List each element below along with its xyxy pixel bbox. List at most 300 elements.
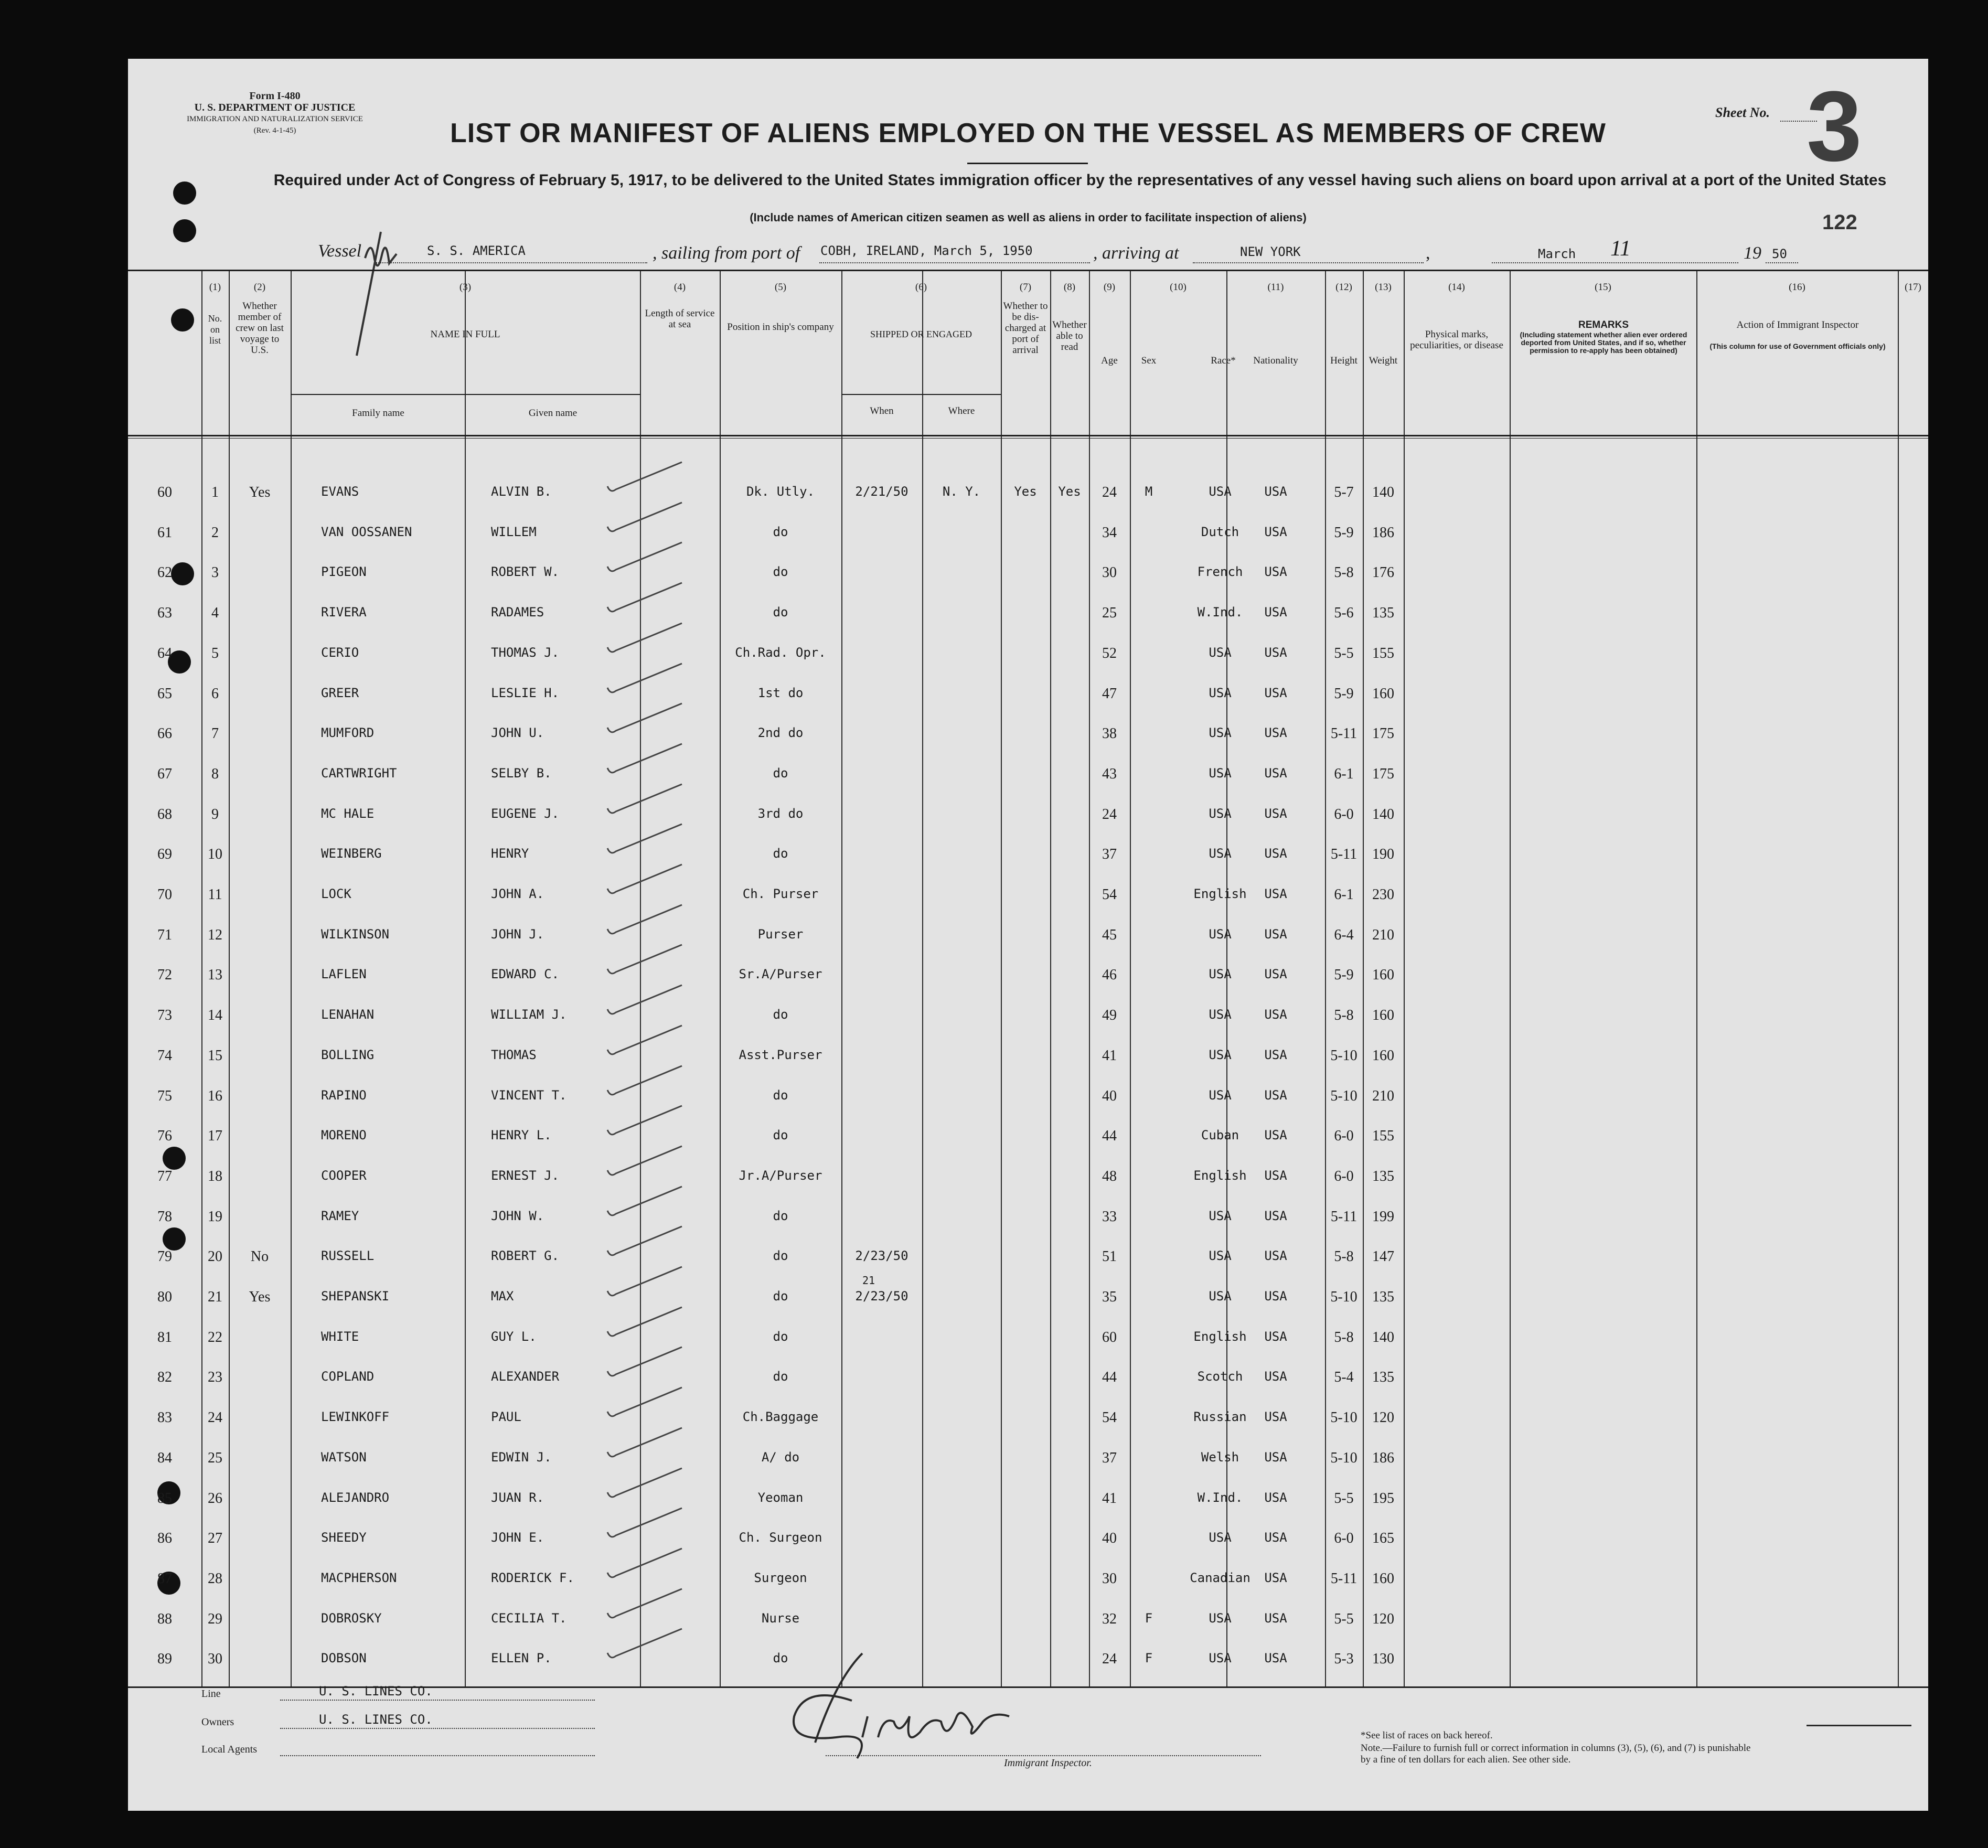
row-nationality: USA xyxy=(1264,1208,1287,1223)
row-height: 5-11 xyxy=(1330,725,1358,742)
row-number: 18 xyxy=(208,1168,222,1184)
row-race: USA xyxy=(1209,1007,1232,1022)
row-height: 5-3 xyxy=(1334,1651,1354,1668)
row-given-name: JOHN W. xyxy=(491,1208,544,1223)
header-given-name: Given name xyxy=(528,408,578,419)
row-given-name: ROBERT G. xyxy=(491,1248,560,1264)
row-race: Scotch xyxy=(1197,1369,1243,1384)
row-nationality: USA xyxy=(1264,765,1287,781)
row-number: 5 xyxy=(211,645,219,661)
row-family-name: WEINBERG xyxy=(321,846,382,861)
row-number: 10 xyxy=(208,846,222,863)
row-nationality: USA xyxy=(1264,1087,1287,1103)
check-mark-icon xyxy=(603,982,692,1024)
row-race: Canadian xyxy=(1190,1570,1250,1585)
row-number: 11 xyxy=(208,886,222,903)
row-line-number: 75 xyxy=(157,1087,172,1104)
row-age: 35 xyxy=(1102,1289,1117,1305)
header-no-on-list: No. on list xyxy=(208,313,222,346)
sheet-label: Sheet No. xyxy=(1715,105,1770,120)
row-weight: 175 xyxy=(1372,725,1394,742)
row-race: USA xyxy=(1209,1087,1232,1103)
row-weight: 160 xyxy=(1372,1007,1394,1024)
row-family-name: ALEJANDRO xyxy=(321,1490,390,1505)
row-nationality: USA xyxy=(1264,1570,1287,1585)
row-nationality: USA xyxy=(1264,645,1287,660)
row-race: USA xyxy=(1209,725,1232,741)
row-family-name: RAPINO xyxy=(321,1087,367,1103)
col-number-9: (9) xyxy=(1103,282,1116,293)
row-position: Ch. Surgeon xyxy=(739,1530,822,1545)
row-number: 3 xyxy=(211,564,219,581)
row-weight: 199 xyxy=(1372,1208,1394,1225)
row-weight: 120 xyxy=(1372,1409,1394,1426)
row-family-name: VAN OOSSANEN xyxy=(321,524,412,539)
row-position: do xyxy=(773,605,788,620)
row-line-number: 63 xyxy=(157,605,172,622)
row-position: Surgeon xyxy=(754,1570,807,1585)
row-position: do xyxy=(773,1369,788,1384)
row-age: 33 xyxy=(1102,1208,1117,1225)
row-age: 44 xyxy=(1102,1369,1117,1386)
col-number-5: (5) xyxy=(774,282,787,293)
arrival-year: 50 xyxy=(1772,247,1787,261)
row-position: Sr.A/Purser xyxy=(739,967,822,982)
row-nationality: USA xyxy=(1264,1610,1287,1626)
row-given-name: RADAMES xyxy=(491,605,544,620)
row-position: do xyxy=(773,1289,788,1304)
row-age: 54 xyxy=(1102,886,1117,903)
row-position: do xyxy=(773,1007,788,1022)
header-action: Action of Immigrant Inspector xyxy=(1736,319,1859,330)
table-row xyxy=(128,1161,1928,1192)
row-family-name: MORENO xyxy=(321,1128,367,1143)
row-given-name: RODERICK F. xyxy=(491,1570,574,1585)
row-height: 5-8 xyxy=(1334,1329,1354,1345)
check-mark-icon xyxy=(603,1465,692,1507)
table-row xyxy=(128,1643,1928,1675)
row-nationality: USA xyxy=(1264,967,1287,982)
penalty-note: Note.—Failure to furnish full or correct information in columns (3), (5), (6), and (7) is punishable by a fine of ten dollars for each alien. See other side. xyxy=(1361,1743,1751,1765)
manifest-table xyxy=(128,270,1928,1688)
check-mark-icon xyxy=(603,1384,692,1426)
col-number-7: (7) xyxy=(1019,282,1032,293)
row-age: 34 xyxy=(1102,524,1117,541)
row-number: 22 xyxy=(208,1329,222,1345)
col-number-8: (8) xyxy=(1063,282,1076,293)
check-mark-icon xyxy=(603,1183,692,1225)
line-value: U. S. LINES CO. xyxy=(319,1684,433,1699)
table-row xyxy=(128,1040,1928,1072)
row-line-number: 82 xyxy=(157,1369,172,1386)
row-age: 41 xyxy=(1102,1490,1117,1507)
row-height: 6-0 xyxy=(1334,1168,1354,1184)
header-when: When xyxy=(870,405,894,416)
table-row xyxy=(128,1604,1928,1635)
table-row xyxy=(128,718,1928,750)
table-row xyxy=(128,839,1928,870)
row-able-to-read: Yes xyxy=(1058,484,1081,499)
sheet-number: 3 xyxy=(1807,71,1862,182)
table-row xyxy=(128,1402,1928,1434)
row-height: 5-11 xyxy=(1330,1570,1358,1587)
col-number-16: (16) xyxy=(1789,282,1805,293)
row-height: 5-8 xyxy=(1334,1248,1354,1265)
revision: (Rev. 4-1-45) xyxy=(253,126,296,135)
row-given-name: JOHN U. xyxy=(491,725,544,741)
vessel-name: S. S. AMERICA xyxy=(427,243,526,258)
header-able-to-read: Whether able to read xyxy=(1052,319,1087,352)
row-family-name: LENAHAN xyxy=(321,1007,375,1022)
row-given-name: ALVIN B. xyxy=(491,484,552,499)
row-given-name: HENRY xyxy=(491,846,529,861)
row-number: 24 xyxy=(208,1409,222,1426)
row-height: 5-8 xyxy=(1334,564,1354,581)
header-position: Position in ship's company xyxy=(727,322,834,333)
row-crew-member: No xyxy=(250,1248,269,1265)
row-weight: 186 xyxy=(1372,524,1394,541)
row-nationality: USA xyxy=(1264,1329,1287,1344)
check-mark-icon xyxy=(603,781,692,823)
row-race: USA xyxy=(1209,1530,1232,1545)
row-number: 23 xyxy=(208,1369,222,1386)
row-line-number: 69 xyxy=(157,846,172,863)
row-nationality: USA xyxy=(1264,484,1287,499)
row-line-number: 76 xyxy=(157,1128,172,1145)
row-family-name: BOLLING xyxy=(321,1047,375,1062)
row-number: 26 xyxy=(208,1490,222,1507)
row-family-name: GREER xyxy=(321,685,359,700)
row-race: Cuban xyxy=(1201,1128,1239,1143)
row-family-name: LEWINKOFF xyxy=(321,1409,390,1425)
row-line-number: 88 xyxy=(157,1610,172,1627)
header-weight: Weight xyxy=(1369,355,1398,366)
row-line-number: 74 xyxy=(157,1047,172,1064)
table-row xyxy=(128,597,1928,629)
check-mark-icon xyxy=(603,1344,692,1386)
row-number: 15 xyxy=(208,1047,222,1064)
row-nationality: USA xyxy=(1264,1047,1287,1062)
header-remarks-note: (Including statement whether alien ever ordered deported from United States, and if so, whether permission to re-apply has been obtained) xyxy=(1520,330,1687,355)
row-position: Nurse xyxy=(761,1610,800,1626)
table-row xyxy=(128,1241,1928,1273)
races-note: *See list of races on back hereof. xyxy=(1361,1730,1493,1741)
check-mark-icon xyxy=(603,1103,692,1145)
row-family-name: DOBROSKY xyxy=(321,1610,382,1626)
row-crew-member: Yes xyxy=(249,1289,271,1305)
row-height: 5-4 xyxy=(1334,1369,1354,1386)
table-row xyxy=(128,1563,1928,1595)
row-weight: 135 xyxy=(1372,1168,1394,1184)
check-mark-icon xyxy=(603,821,692,863)
row-given-name: CECILIA T. xyxy=(491,1610,567,1626)
row-nationality: USA xyxy=(1264,685,1287,700)
row-height: 5-5 xyxy=(1334,1610,1354,1627)
service: IMMIGRATION AND NATURALIZATION SERVICE xyxy=(187,115,363,123)
row-number: 25 xyxy=(208,1449,222,1466)
row-position: do xyxy=(773,1248,788,1264)
row-line-number: 89 xyxy=(157,1651,172,1668)
check-mark-icon xyxy=(603,1022,692,1064)
manifest-sheet: Form I-480 U. S. DEPARTMENT OF JUSTICE IMMIGRATION AND NATURALIZATION SERVICE (Rev. 4-1-45) Sheet No. 3 122 LIST OR MANIFEST OF ALIENS EMPLOYED ON THE VESSEL AS MEMBERS OF CREW Required under Act of Congress of February 5, 1917, to be delivered to the United States immigration officer by the representatives of any vessel having such aliens on board upon arrival at a port of the United States (Include names of American citizen seamen as well as aliens in order to facilitate inspection of aliens) Vessel S. S. AMERICA , sailing from port of COBH, IRELAND, March 5, 1950 , arriving at NEW YORK , March 11 19 50 (1) (2) (3) (4) (5) (6) (7) (8) (9) (10) (11) (12) (13) (14) (15) (16) (17) No. on list Whether member of crew on last voyage to U.S. NAME IN FULL Family name Given name Length of service at sea Position in ship's company SHIPPED OR ENGAGED When Where Whether to be dis-charged at port of arrival Whether able to read Age Sex Race* Nationality Height Weight Physical marks, peculiarities, or disease REMARKS (Including statement whether alien ever ordered deported from United States, and if so, whether permission to re-apply has been obtained) Action of Immigrant Inspector (This column for use of Government officials only) 60 1 Yes EVANS ALVIN B. Dk. Utly. 2/21/50 N. Y. Yes Yes 24 M USA USA 5-7 140 61 2 VAN OOSSANEN WILLEM do 34 Dutch USA 5-9 186 62 3 PIGEON ROBERT W. do 30 French USA 5-8 176 63 4 RIVERA RADAMES do 25 W.Ind. USA 5-6 135 64 5 CERIO THOMAS J. Ch.Rad. Opr. 52 USA USA 5-5 155 65 6 GREER LESLIE H. 1st do 47 USA USA 5-9 160 66 7 MUMFORD JOHN U. 2nd do 38 USA USA 5-11 175 67 8 CARTWRIGHT SELBY B. do 43 USA USA 6-1 175 68 9 MC HALE EUGENE J. 3rd do 24 USA USA 6-0 140 69 10 WEINBERG HENRY do 37 USA USA 5-11 190 70 11 LOCK JOHN A. Ch. Purser 54 English USA 6-1 230 71 12 WILKINSON JOHN J. Purser 45 USA USA 6-4 210 72 13 LAFLEN EDWARD C. Sr.A/Purser 46 USA USA 5-9 160 73 14 LENAHAN WILLIAM J. do 49 USA USA 5-8 160 74 15 BOLLING THOMAS Asst.Purser 41 USA USA 5-10 160 75 16 RAPINO VINCENT T. do 40 USA USA 5-10 210 76 17 MORENO HENRY L. do 44 Cuban USA 6-0 155 77 18 COOPER ERNEST J. Jr.A/Purser 48 English USA 6-0 135 78 19 RAMEY JOHN W. do 33 USA USA 5-11 199 79 20 No RUSSELL ROBERT G. do 2/23/50 51 USA USA 5-8 147 80 21 Yes SHEPANSKI MAX do 2/23/50 35 USA USA 5-10 135 21 81 22 WHITE GUY L. do 60 English USA 5-8 140 82 23 COPLAND ALEXANDER do 44 Scotch USA 5-4 135 83 24 LEWINKOFF PAUL Ch.Baggage 54 Russian USA 5-10 120 84 25 WATSON EDWIN J. A/ do 37 Welsh USA 5-10 186 85 26 ALEJANDRO JUAN R. Yeoman 41 W.Ind. USA 5-5 195 86 27 SHEEDY JOHN E. Ch. Surgeon 40 USA USA 6-0 165 87 28 MACPHERSON RODERICK F. Surgeon 30 Canadian USA 5-11 160 88 29 DOBROSKY CECILIA T. Nurse 32 F USA USA 5-5 120 89 30 DOBSON ELLEN P. do 24 F USA USA 5-3 130 Line U. S. LINES CO. Owners U. S. LINES CO. Local Agents Immigrant Inspector. *See list of races on back hereof. Note.—Failure to furnish full or correct information in columns (3), (5), (6), and (7) is punishable by a fine of ten dollars for each alien. See other side. xyxy=(128,59,1928,1811)
row-shipped-when: 2/21/50 xyxy=(855,484,909,499)
row-weight: 175 xyxy=(1372,765,1394,782)
row-height: 5-10 xyxy=(1330,1289,1358,1305)
row-race: USA xyxy=(1209,926,1232,942)
row-age: 37 xyxy=(1102,846,1117,863)
row-nationality: USA xyxy=(1264,725,1287,741)
row-race: French xyxy=(1197,564,1243,580)
row-race: USA xyxy=(1209,806,1232,821)
row-position: do xyxy=(773,1329,788,1344)
line-label: Line xyxy=(201,1688,221,1700)
col-number-11: (11) xyxy=(1267,282,1284,293)
row-line-number: 83 xyxy=(157,1409,172,1426)
check-mark-icon xyxy=(603,1063,692,1105)
header-shipped-engaged: SHIPPED OR ENGAGED xyxy=(870,329,972,339)
table-row xyxy=(128,1274,1928,1313)
row-age: 54 xyxy=(1102,1409,1117,1426)
check-mark-icon xyxy=(603,580,692,622)
row-line-number: 73 xyxy=(157,1007,172,1024)
header-nationality: Nationality xyxy=(1253,355,1298,366)
row-number: 7 xyxy=(211,725,219,742)
row-family-name: COOPER xyxy=(321,1168,367,1183)
row-height: 5-5 xyxy=(1334,645,1354,661)
owners-label: Owners xyxy=(201,1716,234,1728)
row-weight: 165 xyxy=(1372,1530,1394,1547)
row-race: USA xyxy=(1209,484,1232,499)
row-age: 24 xyxy=(1102,484,1117,500)
col-number-12: (12) xyxy=(1335,282,1352,293)
row-number: 13 xyxy=(208,967,222,984)
row-position: 3rd do xyxy=(757,806,804,821)
row-age: 30 xyxy=(1102,1570,1117,1587)
row-race: USA xyxy=(1209,645,1232,660)
row-position: do xyxy=(773,564,788,580)
row-height: 5-11 xyxy=(1330,846,1358,863)
row-weight: 147 xyxy=(1372,1248,1394,1265)
row-family-name: MACPHERSON xyxy=(321,1570,397,1585)
row-position: Yeoman xyxy=(757,1490,804,1505)
row-line-number: 85 xyxy=(157,1490,172,1507)
row-weight: 140 xyxy=(1372,1329,1394,1345)
col-number-2: (2) xyxy=(253,282,266,293)
row-family-name: CERIO xyxy=(321,645,359,660)
check-mark-icon xyxy=(603,1586,692,1628)
check-mark-icon xyxy=(603,1626,692,1668)
row-weight: 135 xyxy=(1372,605,1394,622)
header-sex: Sex xyxy=(1141,355,1157,366)
table-row xyxy=(128,1000,1928,1031)
row-family-name: COPLAND xyxy=(321,1369,375,1384)
table-row xyxy=(128,1201,1928,1233)
header-length-of-service: Length of service at sea xyxy=(645,308,715,330)
form-number: Form I-480 xyxy=(249,90,301,102)
check-mark-icon xyxy=(603,1143,692,1185)
row-position: Dk. Utly. xyxy=(746,484,815,499)
row-nationality: USA xyxy=(1264,524,1287,539)
row-height: 5-9 xyxy=(1334,524,1354,541)
row-number: 29 xyxy=(208,1610,222,1627)
table-row xyxy=(128,1120,1928,1152)
table-row xyxy=(128,1081,1928,1112)
row-weight: 160 xyxy=(1372,967,1394,984)
row-number: 30 xyxy=(208,1651,222,1668)
row-family-name: RAMEY xyxy=(321,1208,359,1223)
row-weight: 140 xyxy=(1372,484,1394,500)
row-nationality: USA xyxy=(1264,1168,1287,1183)
row-line-number: 78 xyxy=(157,1208,172,1225)
row-line-number: 68 xyxy=(157,806,172,822)
row-race: USA xyxy=(1209,1651,1232,1666)
row-position: 1st do xyxy=(757,685,804,700)
row-age: 24 xyxy=(1102,1651,1117,1668)
inspector-label: Immigrant Inspector. xyxy=(1004,1757,1092,1769)
table-row xyxy=(128,477,1928,508)
row-position: Ch.Rad. Opr. xyxy=(735,645,826,660)
table-row xyxy=(128,759,1928,790)
row-position: 2nd do xyxy=(757,725,804,741)
row-race: W.Ind. xyxy=(1197,1490,1243,1505)
row-age: 52 xyxy=(1102,645,1117,661)
row-height: 5-10 xyxy=(1330,1449,1358,1466)
row-position: Purser xyxy=(757,926,804,942)
row-given-name: SELBY B. xyxy=(491,765,552,781)
row-family-name: WILKINSON xyxy=(321,926,390,942)
row-family-name: RUSSELL xyxy=(321,1248,375,1264)
row-given-name: MAX xyxy=(491,1289,514,1304)
row-family-name: LOCK xyxy=(321,886,351,901)
row-position: Jr.A/Purser xyxy=(739,1168,822,1183)
row-number: 21 xyxy=(208,1289,222,1305)
row-race: English xyxy=(1193,886,1247,901)
row-race: USA xyxy=(1209,685,1232,700)
row-family-name: SHEEDY xyxy=(321,1530,367,1545)
row-race: USA xyxy=(1209,1208,1232,1223)
row-weight: 186 xyxy=(1372,1449,1394,1466)
row-number: 12 xyxy=(208,926,222,943)
row-family-name: PIGEON xyxy=(321,564,367,580)
row-given-name: ALEXANDER xyxy=(491,1369,560,1384)
check-mark-icon xyxy=(603,861,692,903)
row-nationality: USA xyxy=(1264,926,1287,942)
row-age: 30 xyxy=(1102,564,1117,581)
row-age: 51 xyxy=(1102,1248,1117,1265)
arriving-label: , arriving at xyxy=(1093,243,1179,263)
port-and-date: COBH, IRELAND, March 5, 1950 xyxy=(820,243,1033,258)
row-line-number: 64 xyxy=(157,645,172,661)
row-family-name: WATSON xyxy=(321,1449,367,1465)
row-nationality: USA xyxy=(1264,1248,1287,1264)
row-given-name: ROBERT W. xyxy=(491,564,560,580)
row-number: 1 xyxy=(211,484,219,500)
row-nationality: USA xyxy=(1264,1530,1287,1545)
col-number-4: (4) xyxy=(674,282,686,293)
row-nationality: USA xyxy=(1264,1007,1287,1022)
row-shipped-where: N. Y. xyxy=(942,484,981,499)
row-given-name: WILLEM xyxy=(491,524,537,539)
row-family-name: SHEPANSKI xyxy=(321,1289,390,1304)
row-given-name: HENRY L. xyxy=(491,1128,552,1143)
row-race: Dutch xyxy=(1201,524,1239,539)
check-mark-icon xyxy=(603,1545,692,1587)
row-number: 20 xyxy=(208,1248,222,1265)
row-line-number: 77 xyxy=(157,1168,172,1184)
row-age: 45 xyxy=(1102,926,1117,943)
title-underline xyxy=(967,163,1088,164)
row-height: 5-10 xyxy=(1330,1087,1358,1104)
row-height: 5-7 xyxy=(1334,484,1354,500)
table-row xyxy=(128,920,1928,951)
header-name-in-full: NAME IN FULL xyxy=(430,329,500,340)
row-nationality: USA xyxy=(1264,1651,1287,1666)
page-number: 122 xyxy=(1822,211,1857,234)
owners-value: U. S. LINES CO. xyxy=(319,1712,433,1727)
row-shipped-when-correction: 21 xyxy=(862,1274,875,1287)
row-given-name: THOMAS xyxy=(491,1047,537,1062)
row-height: 6-4 xyxy=(1334,926,1354,943)
table-row xyxy=(128,959,1928,991)
row-line-number: 72 xyxy=(157,967,172,984)
row-family-name: WHITE xyxy=(321,1329,359,1344)
row-weight: 176 xyxy=(1372,564,1394,581)
row-position: do xyxy=(773,1651,788,1666)
row-given-name: JUAN R. xyxy=(491,1490,544,1505)
row-race: English xyxy=(1193,1168,1247,1183)
header-where: Where xyxy=(948,405,975,416)
row-age: 38 xyxy=(1102,725,1117,742)
row-line-number: 61 xyxy=(157,524,172,541)
arrival-month: March xyxy=(1538,247,1576,261)
row-line-number: 66 xyxy=(157,725,172,742)
header-race: Race* xyxy=(1211,355,1236,366)
row-age: 47 xyxy=(1102,685,1117,702)
col-number-1: (1) xyxy=(209,282,221,293)
row-nationality: USA xyxy=(1264,1490,1287,1505)
row-weight: 210 xyxy=(1372,926,1394,943)
row-given-name: LESLIE H. xyxy=(491,685,560,700)
check-mark-icon xyxy=(603,902,692,944)
row-crew-member: Yes xyxy=(249,484,271,500)
inspector-signature xyxy=(773,1638,1025,1774)
sailing-label: , sailing from port of xyxy=(653,243,800,263)
local-agents-label: Local Agents xyxy=(201,1744,258,1755)
row-height: 6-0 xyxy=(1334,1530,1354,1547)
row-position: do xyxy=(773,765,788,781)
check-mark-icon xyxy=(603,1264,692,1306)
row-given-name: WILLIAM J. xyxy=(491,1007,567,1022)
header-family-name: Family name xyxy=(352,408,404,419)
row-age: 40 xyxy=(1102,1530,1117,1547)
row-race: USA xyxy=(1209,1047,1232,1062)
row-given-name: VINCENT T. xyxy=(491,1087,567,1103)
row-number: 28 xyxy=(208,1570,222,1587)
row-height: 5-5 xyxy=(1334,1490,1354,1507)
row-age: 48 xyxy=(1102,1168,1117,1184)
row-family-name: MC HALE xyxy=(321,806,375,821)
table-row xyxy=(128,1322,1928,1353)
row-age: 41 xyxy=(1102,1047,1117,1064)
row-family-name: RIVERA xyxy=(321,605,367,620)
row-line-number: 65 xyxy=(157,685,172,702)
row-age: 40 xyxy=(1102,1087,1117,1104)
table-row xyxy=(128,638,1928,669)
row-height: 5-10 xyxy=(1330,1409,1358,1426)
row-nationality: USA xyxy=(1264,1409,1287,1425)
col-number-14: (14) xyxy=(1448,282,1465,293)
row-number: 4 xyxy=(211,605,219,622)
